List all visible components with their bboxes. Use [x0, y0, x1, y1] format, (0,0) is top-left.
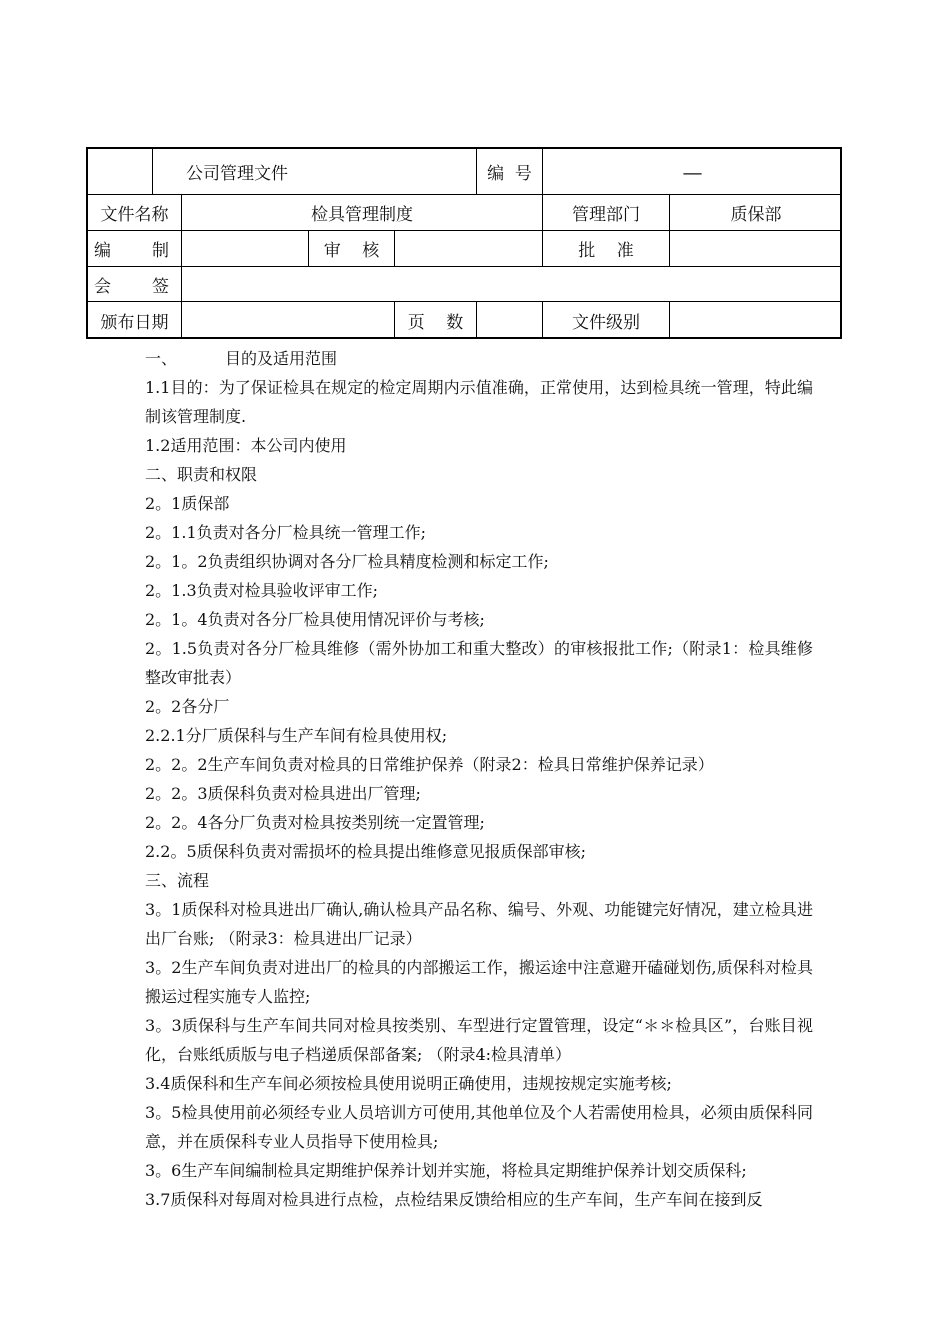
section-title: 目的及适用范围	[225, 349, 338, 368]
doc-no-value: —	[682, 159, 703, 184]
paragraph: 3。3质保科与生产车间共同对检具按类别、车型进行定置管理，设定“＊＊检具区”，台账目视化，台账纸质版与电子档递质保部备案; （附录4:检具清单）	[145, 1016, 813, 1064]
paragraph: 2。1.1负责对各分厂检具统一管理工作;	[145, 523, 427, 542]
dept-value: 质保部	[730, 205, 782, 225]
review-field	[395, 231, 542, 266]
paragraph: 2.2。5质保科负责对需损坏的检具提出维修意见报质保部审核;	[145, 842, 587, 861]
paragraph: 3。2生产车间负责对进出厂的检具的内部搬运工作，搬运途中注意避开磕碰划伤,质保科对检具搬运过程实施专人监控;	[145, 958, 813, 1006]
approve-field	[670, 231, 842, 266]
paragraph: 1.2适用范围：本公司内使用	[145, 436, 347, 455]
section-heading: 三、流程	[145, 871, 210, 890]
dept-label: 管理部门	[572, 205, 640, 225]
paragraph: 1.1目的：为了保证检具在规定的检定周期内示值准确，正常使用，达到检具统一管理，特此编制该管理制度.	[145, 378, 813, 426]
countersign-label-a: 会	[94, 276, 111, 297]
file-name-value: 检具管理制度	[311, 205, 413, 225]
paragraph: 2。1。2负责组织协调对各分厂检具精度检测和标定工作;	[145, 552, 549, 571]
issue-date-field	[182, 302, 394, 339]
section-heading	[145, 344, 813, 373]
paragraph: 3。5检具使用前必须经专业人员培训方可使用,其他单位及个人若需使用检具，必须由质保科同意，并在质保科专业人员指导下使用检具;	[145, 1103, 813, 1151]
paragraph: 2。2。3质保科负责对检具进出厂管理;	[145, 784, 421, 803]
paragraph: 2。1。4负责对各分厂检具使用情况评价与考核;	[145, 610, 485, 629]
countersign-field	[182, 267, 842, 301]
paragraph: 2。1.5负责对各分厂检具维修（需外协加工和重大整改）的审核报批工作;（附录1：检具维修整改审批表）	[145, 639, 813, 687]
doc-no-label: 编 号	[487, 164, 532, 184]
document-header-table	[86, 147, 842, 339]
file-name-label: 文件名称	[100, 205, 169, 225]
pages-field	[477, 302, 542, 339]
paragraph: 3.7质保科对每周对检具进行点检，点检结果反馈给相应的生产车间，生产车间在接到反	[145, 1190, 763, 1209]
paragraph: 2。2。2生产车间负责对检具的日常维护保养（附录2：检具日常维护保养记录）	[145, 755, 714, 774]
paragraph: 2.2.1分厂质保科与生产车间有检具使用权;	[145, 726, 448, 745]
table-rule	[152, 149, 153, 194]
paragraph: 2。2各分厂	[145, 697, 230, 716]
paragraph: 2。1.3负责对检具验收评审工作;	[145, 581, 379, 600]
level-field	[670, 302, 842, 339]
paragraph: 2。2。4各分厂负责对检具按类别统一定置管理;	[145, 813, 485, 832]
issue-date-label: 颁布日期	[100, 313, 169, 333]
company-doc-title: 公司管理文件	[186, 164, 288, 184]
approve-label: 批 准	[578, 241, 634, 261]
compile-field	[182, 231, 308, 266]
countersign-label	[88, 267, 181, 301]
compile-label-b: 制	[152, 241, 169, 261]
compile-label	[88, 231, 181, 266]
countersign-label-b: 签	[152, 276, 169, 297]
section-number: 一、	[145, 349, 178, 368]
paragraph: 3.4质保科和生产车间必须按检具使用说明正确使用，违规按规定实施考核;	[145, 1074, 672, 1093]
pages-label: 页 数	[407, 313, 464, 333]
level-label: 文件级别	[572, 313, 640, 333]
review-label: 审 核	[323, 241, 380, 261]
section-heading: 二、职责和权限	[145, 465, 258, 484]
document-body	[145, 344, 813, 1214]
compile-label-a: 编	[94, 241, 111, 261]
paragraph: 3。6生产车间编制检具定期维护保养计划并实施，将检具定期维护保养计划交质保科;	[145, 1161, 747, 1180]
paragraph: 2。1质保部	[145, 494, 230, 513]
paragraph: 3。1质保科对检具进出厂确认,确认检具产品名称、编号、外观、功能键完好情况，建立检具进出厂台账; （附录3：检具进出厂记录）	[145, 900, 813, 948]
